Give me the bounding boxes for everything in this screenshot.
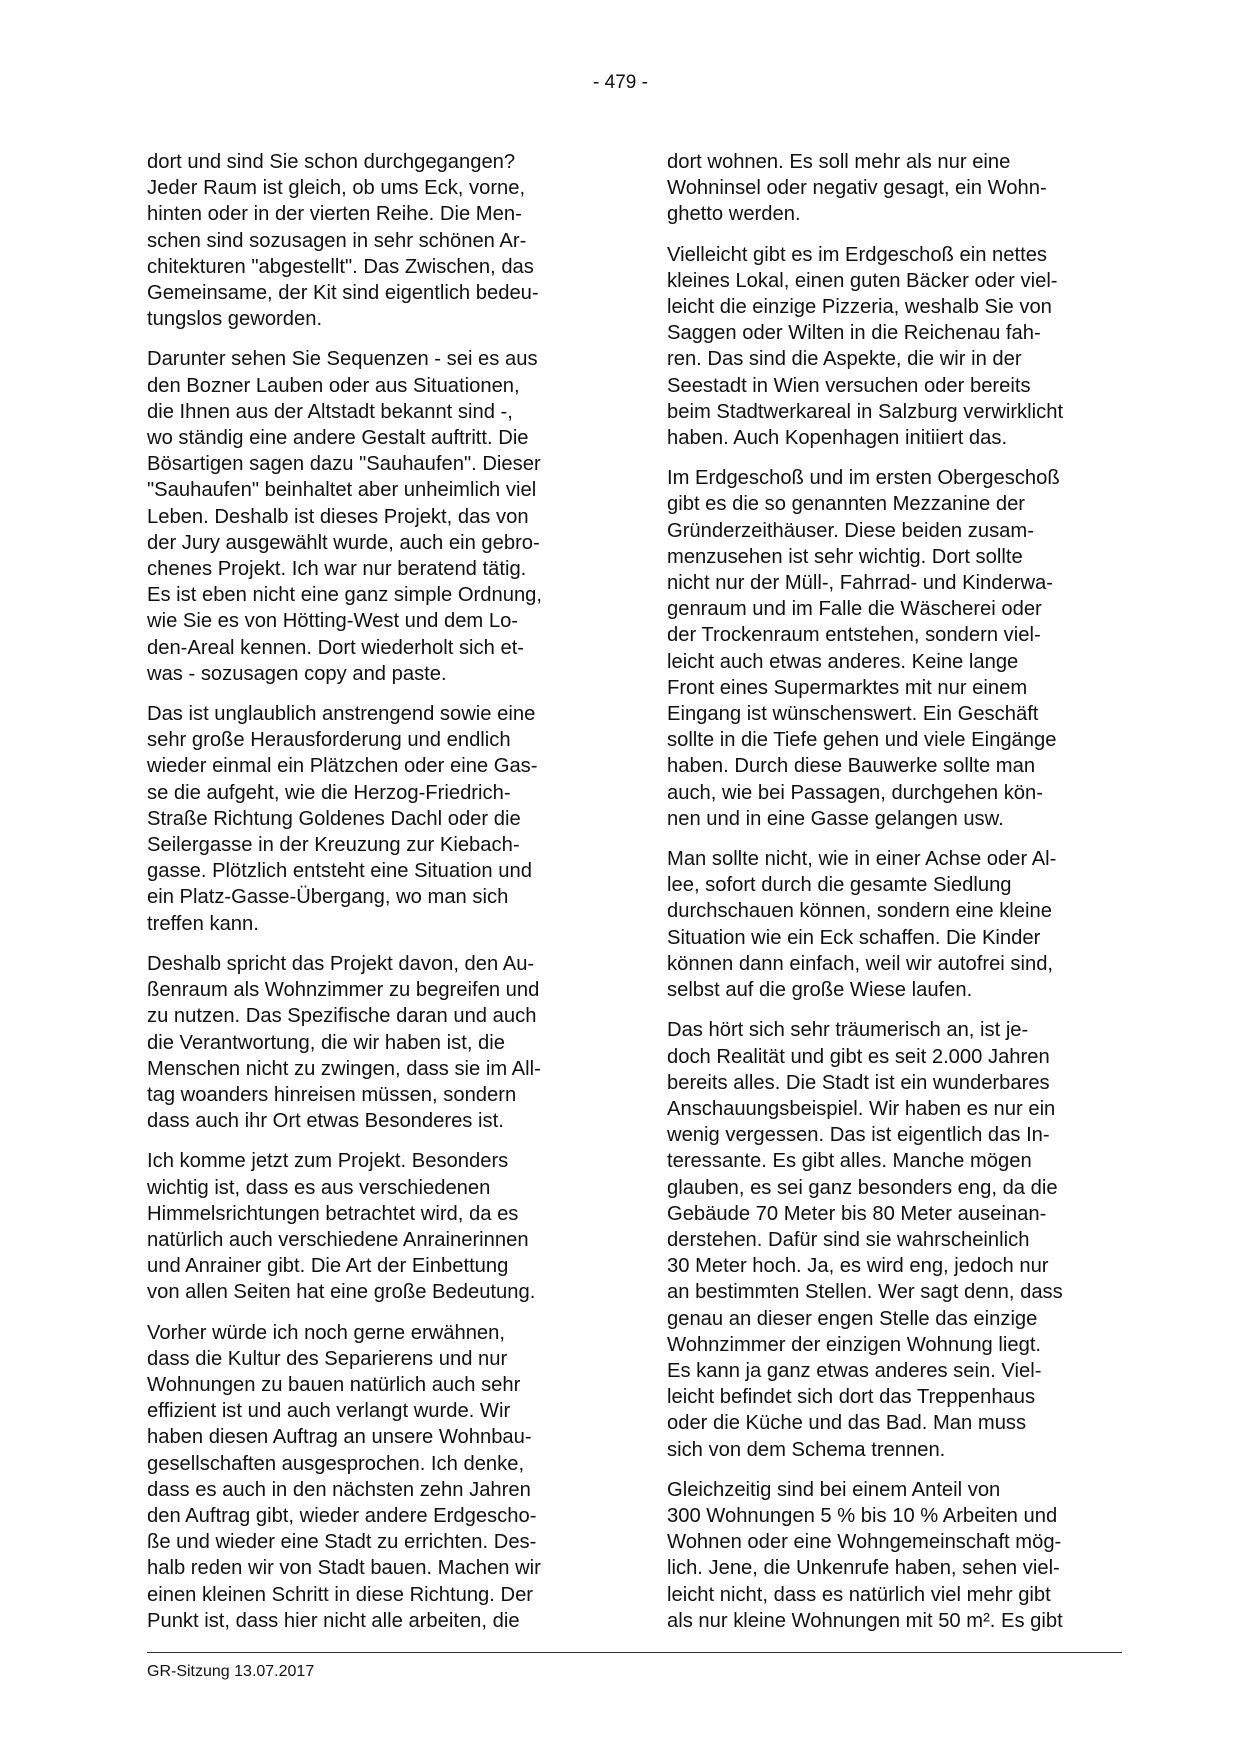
text-line: Vorher würde ich noch gerne erwähnen, [147, 1321, 505, 1344]
paragraph [667, 846, 1122, 1003]
text-line: dort wohnen. Es soll mehr als nur eine [667, 151, 1011, 173]
text-line: wichtig ist, dass es aus verschiedenen [147, 1176, 491, 1199]
text-line: Anschauungsbeispiel. Wir haben es nur ein [667, 1097, 1056, 1120]
text-line: den Auftrag gibt, wieder andere Erdgescho- [147, 1504, 537, 1527]
text-line: halb reden wir von Stadt bauen. Machen wir [147, 1557, 541, 1580]
text-line: Himmelsrichtungen betrachtet wird, da es [147, 1202, 519, 1225]
text-line: genau an dieser engen Stelle das einzige [667, 1307, 1038, 1330]
text-line: kleines Lokal, einen guten Bäcker oder viel- [667, 269, 1058, 292]
text-line: 30 Meter hoch. Ja, es wird eng, jedoch nur [667, 1255, 1049, 1278]
text-line: Man sollte nicht, wie in einer Achse oder Al- [667, 848, 1057, 871]
text-line: dass auch ihr Ort etwas Besonderes ist. [147, 1110, 504, 1133]
text-line: Straße Richtung Goldenes Dachl oder die [147, 807, 521, 830]
text-line: wie Sie es von Hötting-West und dem Lo- [147, 610, 519, 633]
text-line: ein Platz-Gasse-Übergang, wo man sich [147, 886, 509, 909]
text-line: haben. Durch diese Bauwerke sollte man [667, 755, 1036, 778]
text-line: als nur kleine Wohnungen mit 50 m². Es gibt [667, 1609, 1063, 1632]
text-line: chenes Projekt. Ich war nur beratend tätig. [147, 558, 527, 581]
paragraph [147, 346, 602, 687]
text-line: und Anrainer gibt. Die Art der Einbettung [147, 1255, 509, 1278]
text-line: den-Areal kennen. Dort wiederholt sich et- [147, 636, 525, 659]
text-line: natürlich auch verschiedene Anrainerinnen [147, 1228, 529, 1251]
text-line: Situation wie ein Eck schaffen. Die Kinder [667, 926, 1041, 949]
text-line: der Jury ausgewählt wurde, auch ein gebro- [147, 531, 540, 554]
text-line: treffen kann. [147, 912, 259, 935]
text-line: nicht nur der Müll-, Fahrrad- und Kinderwa- [667, 572, 1053, 595]
text-line: dass es auch in den nächsten zehn Jahren [147, 1478, 531, 1501]
text-line: Wohnungen zu bauen natürlich auch sehr [147, 1373, 521, 1396]
text-line: derstehen. Dafür sind sie wahrscheinlich [667, 1228, 1030, 1251]
paragraph [147, 1320, 602, 1634]
paragraph [147, 149, 602, 332]
text-line: wieder einmal ein Plätzchen oder eine Gas- [147, 755, 538, 778]
text-line: leicht befindet sich dort das Treppenhaus [667, 1386, 1036, 1409]
text-line: Menschen nicht zu zwingen, dass sie im All- [147, 1057, 541, 1080]
text-line: den Bozner Lauben oder aus Situationen, [147, 374, 520, 397]
text-line: leicht die einzige Pizzeria, weshalb Sie von [667, 296, 1052, 319]
text-line: Wohninsel oder negativ gesagt, ein Wohn- [667, 177, 1047, 200]
text-line: Wohnzimmer der einzigen Wohnung liegt. [667, 1333, 1042, 1356]
text-line: Jeder Raum ist gleich, ob ums Eck, vorne, [147, 177, 526, 200]
text-line: ghetto werden. [667, 203, 801, 226]
text-line: Seestadt in Wien versuchen oder bereits [667, 374, 1031, 397]
text-line: glauben, es sei ganz besonders eng, da die [667, 1176, 1058, 1199]
text-line: Front eines Supermarktes mit nur einem [667, 676, 1028, 699]
text-line: Es kann ja ganz etwas anderes sein. Viel- [667, 1359, 1042, 1382]
text-line: Im Erdgeschoß und im ersten Obergeschoß [667, 467, 1060, 490]
text-line: Deshalb spricht das Projekt davon, den Au- [147, 952, 535, 975]
paragraph [147, 951, 602, 1134]
text-line: einen kleinen Schritt in diese Richtung. Der [147, 1583, 534, 1606]
text-line: der Trockenraum entstehen, sondern viel- [667, 624, 1041, 647]
text-line: Saggen oder Wilten in die Reichenau fah- [667, 322, 1041, 345]
text-line: lee, sofort durch die gesamte Siedlung [667, 874, 1012, 897]
text-line: leicht nicht, dass es natürlich viel mehr gibt [667, 1583, 1051, 1606]
text-line: Gründerzeithäuser. Diese beiden zusam- [667, 519, 1034, 542]
text-line: lich. Jene, die Unkenrufe haben, sehen viel- [667, 1557, 1060, 1580]
text-line: Gleichzeitig sind bei einem Anteil von [667, 1478, 1001, 1501]
text-line: genraum und im Falle die Wäscherei oder [667, 598, 1042, 621]
right-column [667, 149, 1122, 1634]
page-number: - 479 - [593, 72, 648, 93]
text-line: sollte in die Tiefe gehen und viele Eingänge [667, 729, 1057, 752]
text-line: nen und in eine Gasse gelangen usw. [667, 807, 1004, 830]
text-line: leicht auch etwas anderes. Keine lange [667, 650, 1019, 673]
text-line: ren. Das sind die Aspekte, die wir in der [667, 348, 1022, 371]
text-line: tag woanders hinreisen müssen, sondern [147, 1083, 517, 1106]
footer-divider [147, 1652, 1122, 1653]
left-column [147, 149, 602, 1634]
text-line: Bösartigen sagen dazu "Sauhaufen". Dieser [147, 453, 541, 476]
text-line: Das ist unglaublich anstrengend sowie eine [147, 703, 536, 726]
text-line: dass die Kultur des Separierens und nur [147, 1347, 508, 1370]
text-line: Seilergasse in der Kreuzung zur Kiebach- [147, 834, 520, 857]
text-line: wenig vergessen. Das ist eigentlich das In- [667, 1124, 1050, 1147]
paragraph [667, 1017, 1122, 1462]
text-line: "Sauhaufen" beinhaltet aber unheimlich viel [147, 479, 537, 502]
text-line: doch Realität und gibt es seit 2.000 Jahren [667, 1045, 1050, 1068]
text-line: Leben. Deshalb ist dieses Projekt, das von [147, 505, 529, 528]
paragraph [147, 1148, 602, 1305]
paragraph [667, 1477, 1122, 1634]
text-line: chitekturen "abgestellt". Das Zwischen, das [147, 255, 534, 278]
text-line: die Verantwortung, die wir haben ist, die [147, 1031, 505, 1054]
text-line: Gebäude 70 Meter bis 80 Meter auseinan- [667, 1202, 1047, 1225]
text-line: teressante. Es gibt alles. Manche mögen [667, 1150, 1032, 1173]
text-line: die Ihnen aus der Altstadt bekannt sind -, [147, 400, 513, 423]
text-line: an bestimmten Stellen. Wer sagt denn, dass [667, 1281, 1063, 1304]
text-line: dort und sind Sie schon durchgegangen? [147, 151, 516, 173]
text-line: Wohnen oder eine Wohngemeinschaft mög- [667, 1531, 1062, 1554]
text-line: se die aufgeht, wie die Herzog-Friedrich- [147, 781, 511, 804]
text-line: Es ist eben nicht eine ganz simple Ordnung, [147, 584, 543, 607]
text-line: zu nutzen. Das Spezifische daran und auch [147, 1005, 537, 1028]
text-line: Vielleicht gibt es im Erdgeschoß ein nettes [667, 243, 1048, 266]
footer-session-date: GR-Sitzung 13.07.2017 [147, 1663, 315, 1680]
text-line: können dann einfach, weil wir autofrei sind, [667, 952, 1054, 975]
paragraph [667, 242, 1122, 452]
text-line: Ich komme jetzt zum Projekt. Besonders [147, 1150, 509, 1173]
text-line: ße und wieder eine Stadt zu errichten. Des- [147, 1531, 537, 1554]
text-line: Gemeinsame, der Kit sind eigentlich bedeu- [147, 282, 539, 305]
text-line: 300 Wohnungen 5 % bis 10 % Arbeiten und [667, 1504, 1058, 1527]
text-line: wo ständig eine andere Gestalt auftritt. Die [147, 427, 529, 450]
text-line: gesellschaften ausgesprochen. Ich denke, [147, 1452, 525, 1475]
text-line: gasse. Plötzlich entsteht eine Situation und [147, 860, 532, 883]
text-line: haben diesen Auftrag an unsere Wohnbau- [147, 1426, 532, 1449]
text-line: bereits alles. Die Stadt ist ein wunderbares [667, 1071, 1050, 1094]
text-line: haben. Auch Kopenhagen initiiert das. [667, 427, 1008, 450]
text-line: sich von dem Schema trennen. [667, 1438, 946, 1461]
text-line: gibt es die so genannten Mezzanine der [667, 493, 1026, 516]
text-line: menzusehen ist sehr wichtig. Dort sollte [667, 545, 1023, 568]
text-line: durchschauen können, sondern eine kleine [667, 900, 1052, 923]
text-line: selbst auf die große Wiese laufen. [667, 979, 973, 1002]
text-line: von allen Seiten hat eine große Bedeutung. [147, 1281, 536, 1304]
text-line: auch, wie bei Passagen, durchgehen kön- [667, 781, 1043, 804]
text-line: tungslos geworden. [147, 308, 323, 331]
text-line: beim Stadtwerkareal in Salzburg verwirklicht [667, 400, 1064, 423]
text-line: schen sind sozusagen in sehr schönen Ar- [147, 229, 527, 252]
text-line: Punkt ist, dass hier nicht alle arbeiten, die [147, 1609, 520, 1632]
text-line: hinten oder in der vierten Reihe. Die Men- [147, 203, 522, 226]
paragraph [667, 465, 1122, 832]
text-line: was - sozusagen copy and paste. [147, 662, 447, 685]
text-line: oder die Küche und das Bad. Man muss [667, 1412, 1027, 1435]
text-line: Darunter sehen Sie Sequenzen - sei es aus [147, 348, 538, 371]
text-line: ßenraum als Wohnzimmer zu begreifen und [147, 979, 540, 1002]
paragraph [667, 149, 1122, 228]
text-line: Das hört sich sehr träumerisch an, ist je- [667, 1019, 1029, 1042]
text-line: effizient ist und auch verlangt wurde. Wir [147, 1400, 511, 1423]
text-line: sehr große Herausforderung und endlich [147, 729, 511, 752]
text-line: Eingang ist wünschenswert. Ein Geschäft [667, 703, 1039, 726]
paragraph [147, 701, 602, 937]
